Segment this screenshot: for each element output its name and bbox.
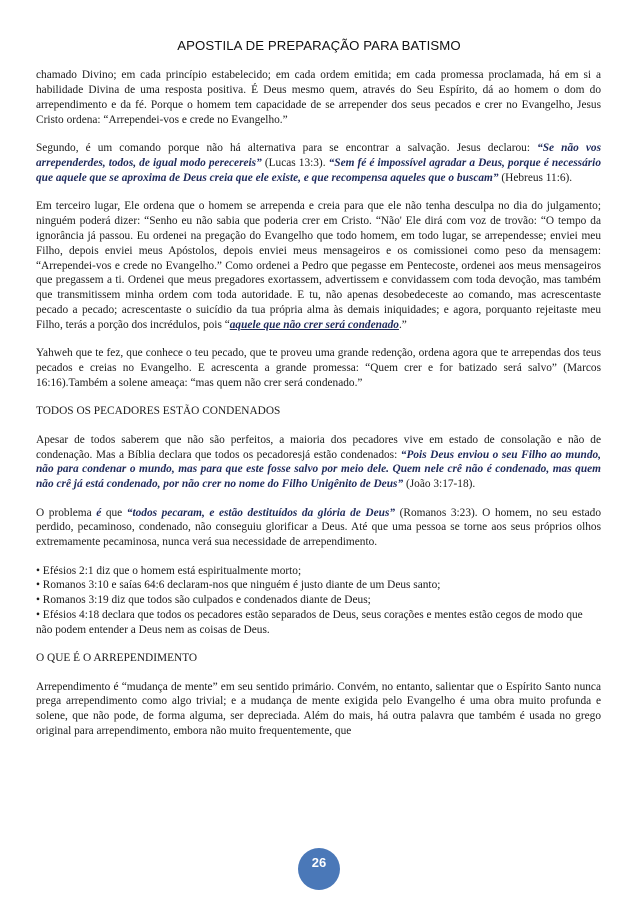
paragraph-7: Arrependimento é “mudança de mente” em seu sentido primário. Convém, no entanto, salientar que o Espírito Santo nunca prega arrependimento como algo trivial; e a mudança de mente exigida pelo Evangelho é uma obra muito profunda e solene, que não pode, de forma alguma, ser depreciada. Além do mais, há outra palavra que também é usada no grego original para arrependimento, embora não muito frequentemente, que [36, 680, 601, 738]
quote-john: “Pois Deus enviou o seu Filho ao mundo, não para condenar o mundo, mas para que este fosse salvo por meio dele. Quem nele crê não é condenado, mas quem não crê já está condenado, por não crer no nome do Filho Unigênito de Deus” [36, 448, 601, 491]
quote-romans: “todos pecaram, e estão destituídos da glória de Deus” [126, 506, 396, 519]
paragraph-6-rest: (Romanos 3:23). O homem, no seu estado perdido, pecaminoso, condenado, não conseguiu glorificar a Deus. Até que uma pessoa se torne aos seus próprios olhos extremamente pecaminosa, nunca verá sua necessidade de arrependimento. [36, 506, 601, 549]
paragraph-2 [36, 141, 601, 186]
page-number-badge: 26 [298, 848, 340, 890]
page-header-title: APOSTILA DE PREPARAÇÃO PARA BATISMO [177, 38, 461, 53]
ref-john: (João 3:17-18). [403, 478, 476, 491]
paragraph-6 [36, 506, 601, 551]
quote-luke: “Se não vos arrependerdes, todos, de igual modo perecereis” [36, 141, 601, 169]
ref-luke: (Lucas 13:3). [261, 156, 329, 169]
paragraph-3-end: .” [398, 319, 407, 332]
paragraph-1: chamado Divino; em cada princípio estabelecido; em cada ordem emitida; em cada promessa proclamada, há em si a habilidade Divina de uma resposta positiva. É Deus mesmo quem, através do Seu Espírito, dá ao homem o dom do arrependimento e da fé. Porque o homem tem capacidade de se arrepender dos seus pecados e crer no Evangelho, Jesus Cristo ordena: “Arrependei-vos e crede no Evangelho.” [36, 69, 601, 126]
document-body [36, 68, 601, 753]
quote-hebrews: “Sem fé é impossível agradar a Deus, porque é necessário que aquele que se aproxima de Deus creia que ele existe, e que recompensa aqueles que o buscam” [36, 156, 601, 184]
paragraph-3 [36, 199, 601, 333]
list-item: • Efésios 4:18 declara que todos os pecadores estão separados de Deus, seus corações e mentes estão cegos de modo que não podem entender a Deus nem as coisas de Deus. [36, 609, 583, 637]
section-heading-repentance: O QUE É O ARREPENDIMENTO [36, 652, 198, 665]
paragraph-6-text: O problema [36, 506, 97, 519]
quote-condemned: aquele que não crer será condenado [229, 319, 399, 332]
list-item: • Romanos 3:10 e saías 64:6 declaram-nos que ninguém é justo diante de um Deus santo; [36, 579, 441, 592]
list-item: • Efésios 2:1 diz que o homem está espiritualmente morto; [36, 564, 302, 577]
paragraph-4: Yahweh que te fez, que conhece o teu pecado, que te proveu uma grande redenção, ordena agora que te arrependas dos teus pecados e creias no Evangelho. E acrescenta a grande promessa: “Quem crer e for batizado será salvo” (Marcos 16:16).Também a solene ameaça: “mas quem não crer será condenado.” [36, 347, 601, 390]
paragraph-3-text: Em terceiro lugar, Ele ordena que o homem se arrependa e creia para que ele não tenha desculpa no dia do julgamento; ninguém poderá dizer: “Senho eu não sabia que poderia crer em Cristo. “Não' Ele dirá com voz de trovão: “O tempo da ignorância já passou. Eu ordenei na pregação do Evangelho que todo homem, em todo lugar, se arrependesse; enviei meu Filho, depois enviei meus Apóstolos, depois enviei meus mensageiros e os comissionei como peso da mensagem: “Arrependei-vos e crede no Evangelho.” Como ordenei a Pedro que pegasse em Pentecoste, ordenei aos meus mensageiros que pregassem a ti. Ordenei que meus pregadores exortassem, advertissem e convidassem com toda devoção, mas também que transmitissem minha ordem com toda autoridade. E tu, não apenas desobedeceste ao comando, mas acrescentaste pecado a pecado; acrescentaste o suicídio da tua própria alma às demais iniquidades; e agora, porquanto rejeitaste meu Filho, terás a porção dos incrédulos, pois “ [36, 199, 601, 332]
paragraph-5 [36, 433, 601, 493]
paragraph-2-text: Segundo, é um comando porque não há alternativa para se encontrar a salvação. Jesus declarou: [36, 141, 538, 154]
ref-hebrews: (Hebreus 11:6). [498, 171, 573, 184]
paragraph-5-text: Apesar de todos saberem que não são perfeitos, a maioria dos pecadores vive em estado de consolação e não de condenação. Mas a Bíblia declara que todos os pecadoresjá estão condenados: [36, 433, 601, 461]
paragraph-6-que: que [101, 506, 127, 519]
emphasis-word: é [96, 506, 102, 519]
section-heading-condemned: TODOS OS PECADORES ESTÃO CONDENADOS [36, 405, 281, 418]
list-item: • Romanos 3:19 diz que todos são culpados e condenados diante de Deus; [36, 594, 371, 607]
